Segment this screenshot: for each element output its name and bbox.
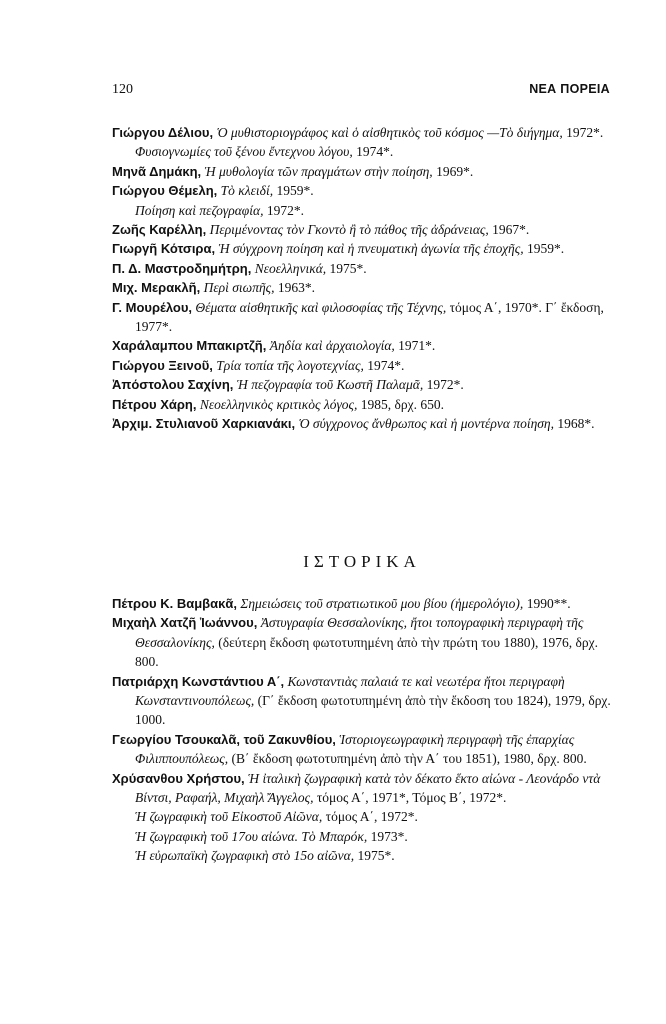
author-name: Γεωργίου Τσουκαλᾶ, τοῦ Ζακυνθίου, [112,731,336,747]
work-title: Τρία τοπία τῆς λογοτεχνίας, [216,357,364,373]
work-title: Ἱστοριογεωγραφικὴ περιγραφὴ τῆς ἐπαρχίας Φιλιππουπόλεως, [135,731,575,767]
work-title: Περὶ σιωπῆς, [203,280,275,296]
list-item [112,594,612,613]
list-item [112,162,612,181]
work-title: Ἀηδία καὶ ἀρχαιολογία, [269,338,395,354]
work-title: Σημειώσεις τοῦ στρατιωτικοῦ μου βίου (ἡμερολόγιο), [240,596,524,611]
work-details: 1967*. [488,222,530,238]
author-name: Γ. Μουρέλου, [112,299,193,315]
work-title: Περιμένοντας τὸν Γκοντὸ ἢ τὸ πάθος τῆς ἀδράνειας, [209,222,489,238]
list-item [112,672,612,730]
author-name: Μηνᾶ Δημάκη, [112,163,202,179]
author-name: Πέτρου Χάρη, [112,396,197,412]
list-item [112,769,612,808]
list-item [112,239,612,258]
list-item [112,142,612,161]
work-details: 1975*. [326,260,367,276]
list-item [112,356,612,375]
work-details: τόμος Α΄, 1972*. [322,809,418,825]
work-title: Κωνσταντιὰς παλαιά τε καὶ νεωτέρα ἤτοι περιγραφὴ Κωνσταντινουπόλεως, [135,673,565,709]
list-item [112,730,612,769]
author-name: Ἀπόστολου Σαχίνη, [112,377,234,393]
author-name: Χρύσανθου Χρήστου, [112,770,245,786]
list-item [112,220,612,239]
author-name: Π. Δ. Μαστροδημήτρη, [112,260,252,276]
author-name: Πατριάρχη Κωνστάντιου Α΄, [112,673,285,689]
work-details: 1963*. [274,280,316,296]
list-item [112,259,612,278]
author-name: Γιωργῆ Κότσιρα, [112,241,216,257]
work-title: Ἡ μυθολογία τῶν πραγμάτων στὴν ποίηση, [204,163,433,179]
author-name: Μιχ. Μερακλῆ, [112,280,201,296]
work-title: Ποίηση καὶ πεζογραφία, [135,202,264,218]
work-title: Ἡ πεζογραφία τοῦ Κωστῆ Παλαμᾶ, [236,377,424,393]
author-name: Ζωῆς Καρέλλη, [112,222,207,238]
list-item [112,181,612,200]
author-name: Γιώργου Ξεινοῦ, [112,357,213,373]
work-details: 1974*. [363,357,405,373]
work-details: 1959*. [273,183,314,199]
page-number: 120 [112,82,133,97]
work-title: Θέματα αἰσθητικῆς καὶ φιλοσοφίας τῆς Τέχνης, [195,299,447,315]
author-name: Ἀρχιμ. Στυλιανοῦ Χαρκιανάκι, [112,416,296,432]
work-details: 1972*. [423,377,464,393]
work-details: 1975*. [354,848,395,864]
work-title: Ἡ σύγχρονη ποίηση καὶ ἡ πνευματικὴ ἀγωνία τῆς ἐποχῆς, [218,241,524,257]
author-name: Γιώργου Θέμελη, [112,183,218,199]
running-head: ΝΕΑ ΠΟΡΕΙΑ [529,82,610,96]
list-item [112,807,612,826]
bibliography-list [112,123,612,434]
work-details: 1985, δρχ. 650. [357,396,444,412]
list-item [112,613,612,671]
work-details: 1974*. [352,144,394,160]
list-item [112,123,612,142]
work-details: 1972*. [263,202,304,218]
author-name: Γιώργου Δέλιου, [112,125,214,140]
work-details: (Β΄ ἔκδοση φωτοτυπημένη ἀπὸ τὴν Α΄ του 1851), 1980, δρχ. 800. [228,751,587,767]
work-details: 1990**. [523,596,571,611]
work-title: Ἡ ἰταλικὴ ζωγραφικὴ κατὰ τὸν δέκατο ἕκτο αἰώνα - Λεονάρδο ντὰ Βίντσι, Ραφαήλ, Μιχαὴλ Ἄγγελος, [135,770,601,806]
work-title: Ὁ σύγχρονος ἄνθρωπος καὶ ἡ μοντέρνα ποίηση, [298,416,554,432]
work-details: 1971*. [394,338,436,354]
list-item [112,278,612,297]
work-details: τόμος Α΄, 1971*, Τόμος Β΄, 1972*. [313,790,507,806]
work-title: Νεοελληνικὸς κριτικὸς λόγος, [199,396,358,412]
work-title: Ἀστυγραφία Θεσσαλονίκης, ἤτοι τοπογραφικὴ περιγραφὴ τῆς Θεσσαλονίκης, [135,615,584,650]
work-details: 1969*. [432,163,474,179]
work-details: 1959*. [523,241,565,257]
list-item [112,201,612,220]
historical-list [112,594,612,866]
author-name: Πέτρου Κ. Βαμβακᾶ, [112,596,237,611]
work-details: 1972*. [562,125,604,140]
work-title: Ὁ μυθιστοριογράφος καὶ ὁ αἰσθητικὸς τοῦ κόσμος —Τὸ διήγημα, [216,125,563,140]
work-title: Φυσιογνωμίες τοῦ ξένου ἔντεχνου λόγου, [135,144,353,160]
list-item [112,395,612,414]
work-details: (δεύτερη ἔκδοση φωτοτυπημένη ἀπὸ τὴν πρώτη του 1880), 1976, δρχ. 800. [135,634,598,670]
list-item [112,336,612,355]
work-title: Νεοελληνικά, [254,260,327,276]
work-title: Ἡ ζωγραφικὴ τοῦ Εἰκοστοῦ Αἰῶνα, [135,809,323,825]
list-item [112,375,612,394]
work-details: 1973*. [367,828,408,844]
section-heading: ΙΣΤΟΡΙΚΑ [303,552,421,571]
work-title: Τὸ κλειδί, [220,183,274,199]
work-title: Ἡ εὐρωπαϊκὴ ζωγραφικὴ στὸ 15ο αἰῶνα, [135,848,355,864]
work-title: Ἡ ζωγραφικὴ τοῦ 17ου αἰώνα. Τὸ Μπαρόκ, [135,828,368,844]
work-details: 1968*. [554,416,595,432]
list-item [112,846,612,865]
list-item [112,827,612,846]
work-details: τόμος Α΄, 1970*. Γ΄ ἔκδοση, 1977*. [135,299,604,335]
author-name: Μιχαὴλ Χατζῆ Ἰωάννου, [112,615,258,631]
work-details: (Γ΄ ἔκδοση φωτοτυπημένη ἀπὸ τὴν ἔκδοση του 1824), 1979, δρχ. 1000. [135,693,611,728]
author-name: Χαράλαμπου Μπακιρτζῆ, [112,338,267,354]
list-item [112,414,612,433]
list-item [112,298,612,337]
